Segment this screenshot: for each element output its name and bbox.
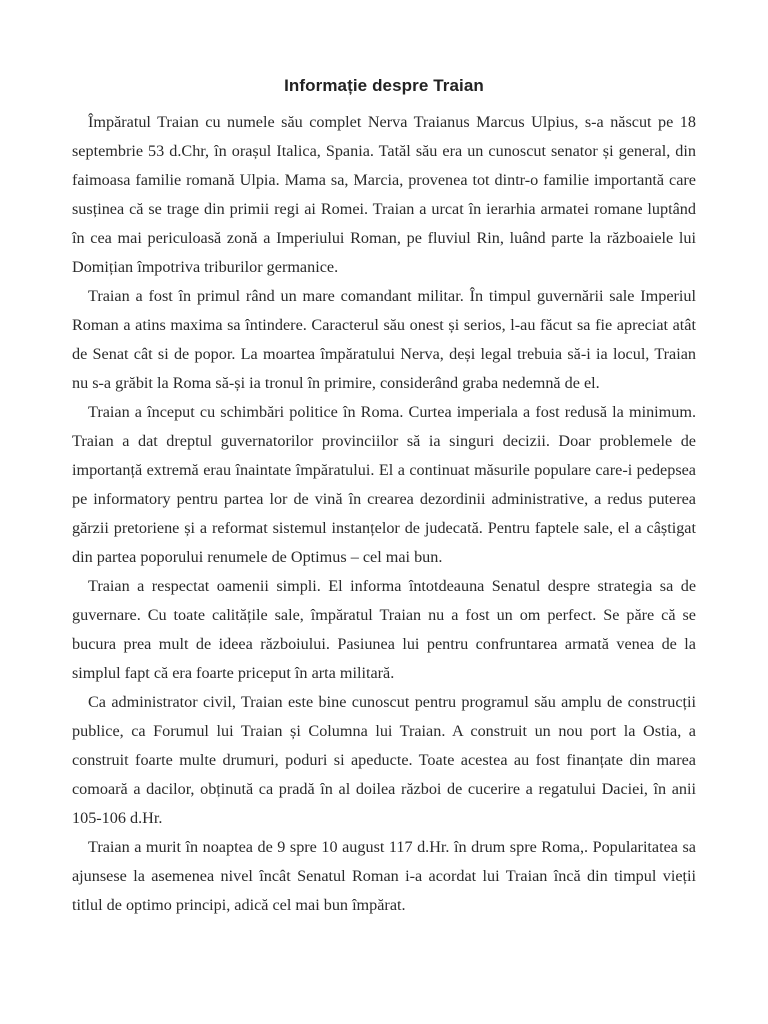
paragraph-3: Traian a început cu schimbări politice în Roma. Curtea imperiala a fost redusă la minimum. Traian a dat dreptul guvernatorilor provinciilor să ia singuri decizii. Doar problemele de importanță extremă erau înaintate împăratului. El a continuat măsurile populare care-i pedepsea pe informatory pentru partea lor de vină în crearea dezordinii administrative, a redus puterea gărzii pretoriene și a reformat sistemul instanțelor de judecată. Pentru faptele sale, el a câștigat din partea poporului renumele de Optimus – cel mai bun. [72,403,696,566]
page-title: Informație despre Traian [284,76,484,95]
paragraph-6: Traian a murit în noaptea de 9 spre 10 august 117 d.Hr. în drum spre Roma,. Popularitatea sa ajunsese la asemenea nivel încât Senatul Roman i-a acordat lui Traian încă din timpul vieții titlul de optimo principi, adică cel mai bun împărat. [72,838,696,914]
paragraph-1: Împăratul Traian cu numele său complet Nerva Traianus Marcus Ulpius, s-a născut pe 18 septembrie 53 d.Chr, în orașul Italica, Spania. Tatăl său era un cunoscut senator și general, din faimoasa familie romană Ulpia. Mama sa, Marcia, provenea tot dintr-o familie importantă care susținea că se trage din primii regi ai Romei. Traian a urcat în ierarhia armatei romane luptând în cea mai periculoasă zonă a Imperiului Roman, pe fluviul Rin, luând parte la războaiele lui Domițian împotriva triburilor germanice. [72,113,696,276]
document-body [72,108,696,920]
paragraph-2: Traian a fost în primul rând un mare comandant militar. În timpul guvernării sale Imperiul Roman a atins maxima sa întindere. Caracterul său onest și serios, l-au făcut sa fie apreciat atât de Senat cât si de popor. La moartea împăratului Nerva, deși legal trebuia să-i ia locul, Traian nu s-a grăbit la Roma să-și ia tronul în primire, considerând graba nedemnă de el. [72,287,696,392]
paragraph-4: Traian a respectat oamenii simpli. El informa întotdeauna Senatul despre strategia sa de guvernare. Cu toate calitățile sale, împăratul Traian nu a fost un om perfect. Se păre că se bucura prea mult de ideea războiului. Pasiunea lui pentru confruntarea armată venea de la simplul fapt că era foarte priceput în arta militară. [72,577,696,682]
paragraph-5: Ca administrator civil, Traian este bine cunoscut pentru programul său amplu de construcții publice, ca Forumul lui Traian și Columna lui Traian. A construit un nou port la Ostia, a construit foarte multe drumuri, poduri si apeducte. Toate acestea au fost finanțate din marea comoară a dacilor, obținută ca pradă în al doilea război de cucerire a regatului Daciei, în anii 105-106 d.Hr. [72,693,696,827]
